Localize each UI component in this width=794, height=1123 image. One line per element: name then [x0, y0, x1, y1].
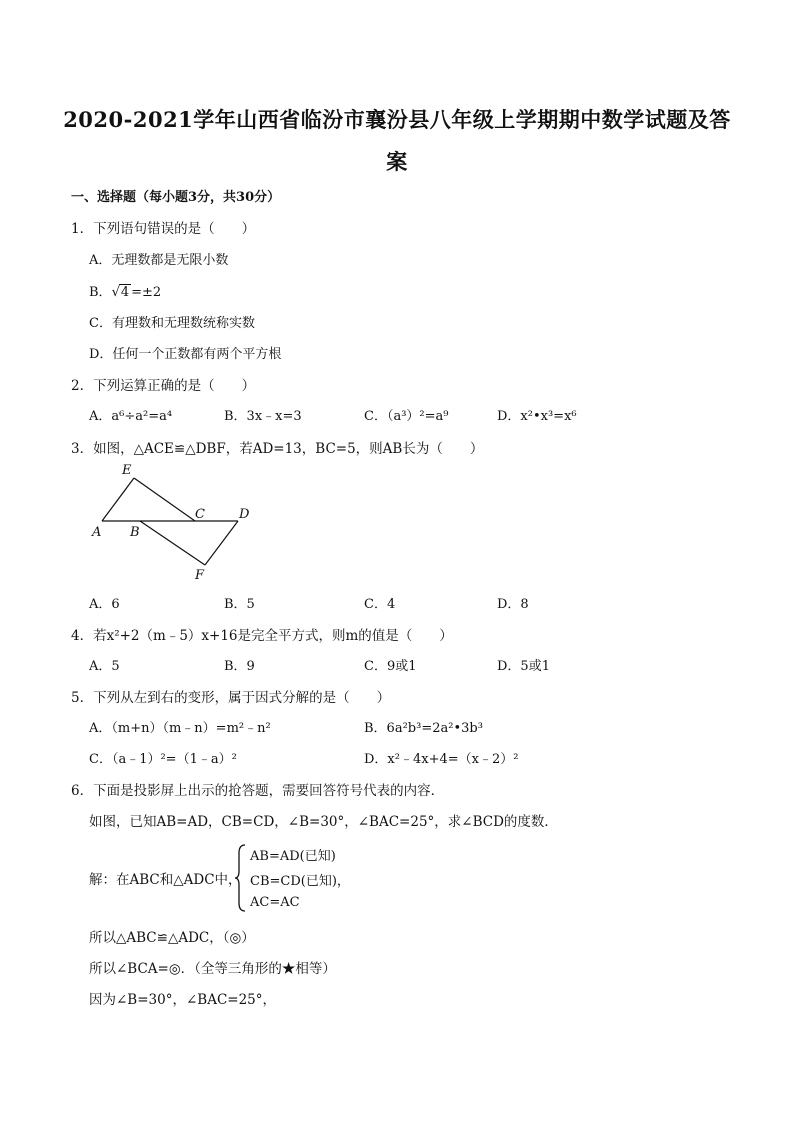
q2-option-a: A．a⁶÷a²=a⁴ — [89, 409, 173, 424]
q6-given: 如图，已知AB=AD，CB=CD，∠B=30°，∠BAC=25°，求∠BCD的度数． — [89, 814, 558, 830]
q6-step-2: 所以∠BCA=◎．（全等三角形的★相等） — [89, 961, 336, 977]
q1-option-b-prefix: B． — [89, 285, 112, 300]
q2-stem: 2．下列运算正确的是（ ） — [71, 378, 256, 394]
system-eq-1: AB=AD(已知) — [250, 849, 336, 864]
q2-option-c: C．（a³）²=a⁹ — [364, 409, 449, 424]
left-brace — [233, 843, 247, 913]
q6-stem: 6．下面是投影屏上出示的抢答题，需要回答符号代表的内容． — [71, 783, 445, 799]
label-F: F — [195, 568, 205, 583]
q3-option-b: B．5 — [224, 597, 255, 612]
q3-option-c: C．4 — [364, 597, 396, 612]
q2-option-d: D．x²•x³=x⁶ — [497, 409, 577, 424]
q3-option-d: D．8 — [497, 597, 529, 612]
q5-option-d: D．x²﹣4x+4=（x﹣2）² — [364, 752, 519, 767]
q1-option-c: C．有理数和无理数统称实数 — [89, 316, 255, 331]
segment-AE — [102, 478, 134, 521]
label-C: C — [195, 507, 205, 522]
q4-option-b: B．9 — [224, 659, 255, 674]
q1-option-b — [89, 281, 161, 300]
q3-stem: 3．如图，△ACE≌△DBF，若AD=13，BC=5，则AB长为（ ） — [71, 441, 484, 457]
q4-option-a: A．5 — [89, 659, 120, 674]
q6-step-3: 因为∠B=30°，∠BAC=25°， — [89, 992, 277, 1008]
system-eq-2: CB=CD(已知)， — [250, 874, 350, 889]
segment-BF — [140, 521, 205, 565]
label-B: B — [130, 525, 140, 540]
q5-option-c: C．（a﹣1）²=（1﹣a）² — [89, 752, 237, 767]
q6-step-1: 所以△ABC≌△ADC，（◎） — [89, 930, 255, 946]
q1-option-b-rest: =±2 — [131, 285, 162, 300]
q1-option-d: D．任何一个正数都有两个平方根 — [89, 347, 282, 362]
label-E: E — [122, 463, 132, 478]
q3-option-a: A．6 — [89, 597, 120, 612]
label-D: D — [239, 507, 250, 522]
segment-EC — [134, 478, 195, 521]
q4-stem: 4．若x²+2（m﹣5）x+16是完全平方式，则m的值是（ ） — [71, 628, 453, 644]
page-title-line2: 案 — [386, 149, 408, 174]
q3-triangle-figure — [88, 458, 268, 588]
q5-option-a: A．（m+n）（m﹣n）=m²﹣n² — [89, 721, 271, 736]
q5-stem: 5．下列从左到右的变形，属于因式分解的是（ ） — [71, 690, 391, 706]
q1-option-b-radicand: 4 — [120, 285, 130, 300]
section-heading: 一、选择题（每小题3分，共30分） — [71, 190, 281, 205]
label-A: A — [92, 525, 102, 540]
sqrt-sign: √ — [111, 285, 120, 300]
q1-stem: 1．下列语句错误的是（ ） — [71, 221, 256, 237]
segment-FD — [205, 521, 238, 565]
q6-solve-prefix: 解：在ABC和△ADC中， — [89, 872, 242, 888]
q5-option-b: B．6a²b³=2a²•3b³ — [364, 721, 483, 736]
q4-option-c: C．9或1 — [364, 659, 417, 674]
page-title-line1: 2020-2021学年山西省临汾市襄汾县八年级上学期期中数学试题及答 — [63, 107, 731, 132]
system-eq-3: AC=AC — [250, 895, 300, 910]
q1-option-a: A．无理数都是无限小数 — [89, 253, 229, 268]
q4-option-d: D．5或1 — [497, 659, 550, 674]
q2-option-b: B．3x﹣x=3 — [224, 409, 302, 424]
